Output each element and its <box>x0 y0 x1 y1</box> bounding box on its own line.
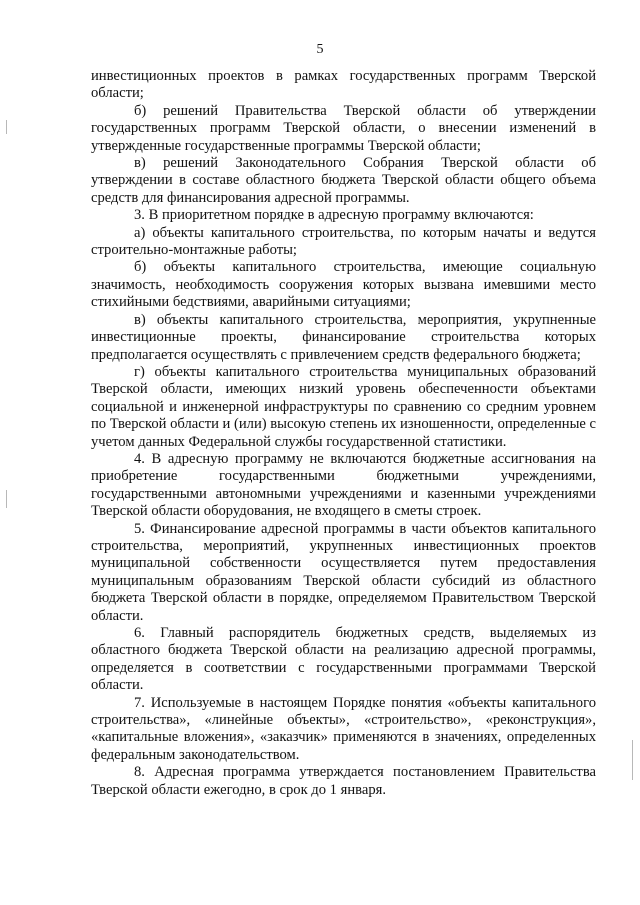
paragraph-section-6: 6. Главный распорядитель бюджетных средств, выделяемых из областного бюджета Тверской области на реализацию адресной программы, определяется в соответствии с государственными программами Тверской области. <box>91 625 596 694</box>
document-body <box>91 68 596 799</box>
paragraph-section-3: 3. В приоритетном порядке в адресную программу включаются: <box>134 207 534 224</box>
paragraph-continuation: инвестиционных проектов в рамках государственных программ Тверской области; <box>91 68 596 102</box>
paragraph-section-3-g: г) объекты капитального строительства муниципальных образований Тверской области, имеющих низкий уровень обеспеченности объектами социальной и инженерной инфраструктуры по сравнению со средним уровнем по Тверской области и (или) высокую степень их изношенности, определенные с учетом данных Федеральной службы государственной статистики. <box>91 363 596 450</box>
scan-edge-mark <box>6 120 7 134</box>
paragraph-item-v: в) решений Законодательного Собрания Тверской области об утверждении в составе областного бюджета Тверской области общего объема средств для финансирования адресной программы. <box>91 155 596 206</box>
paragraph-item-b: б) решений Правительства Тверской области об утверждении государственных программ Тверской области, о внесении изменений в утвержденные государственные программы Тверской области; <box>91 102 596 154</box>
paragraph-section-3-v: в) объекты капитального строительства, мероприятия, укрупненные инвестиционные проекты, финансирование строительства которых предполагается осуществлять с привлечением средств федерального бюджета; <box>91 311 596 363</box>
paragraph-section-3-b: б) объекты капитального строительства, имеющие социальную значимость, необходимость сооружения которых вызвана имевшими место стихийными бедствиями, аварийными ситуациями; <box>91 259 596 311</box>
page-number: 5 <box>316 42 324 57</box>
paragraph-section-7: 7. Используемые в настоящем Порядке понятия «объекты капитального строительства», «линейные объекты», «строительство», «реконструкция», «капитальные вложения», «заказчик» применяются в значениях, определенных федеральным законодательством. <box>91 694 596 763</box>
paragraph-section-8: 8. Адресная программа утверждается постановлением Правительства Тверской области ежегодно, в срок до 1 января. <box>91 764 596 798</box>
paragraph-section-5: 5. Финансирование адресной программы в части объектов капитального строительства, мероприятий, укрупненных инвестиционных проектов муниципальной собственности осуществляется путем предоставления муниципальным образованиям Тверской области субсидий из областного бюджета Тверской области в порядке, определяемом Правительством Тверской области. <box>91 520 596 624</box>
paragraph-section-4: 4. В адресную программу не включаются бюджетные ассигнования на приобретение государственными бюджетными учреждениями, государственными автономными учреждениями и казенными учреждениями Тверской области оборудования, не входящего в сметы строек. <box>91 450 596 520</box>
scan-edge-mark <box>6 490 7 508</box>
paragraph-section-3-a: а) объекты капитального строительства, по которым начаты и ведутся строительно-монтажные работы; <box>91 224 596 259</box>
scan-edge-mark <box>632 740 633 780</box>
